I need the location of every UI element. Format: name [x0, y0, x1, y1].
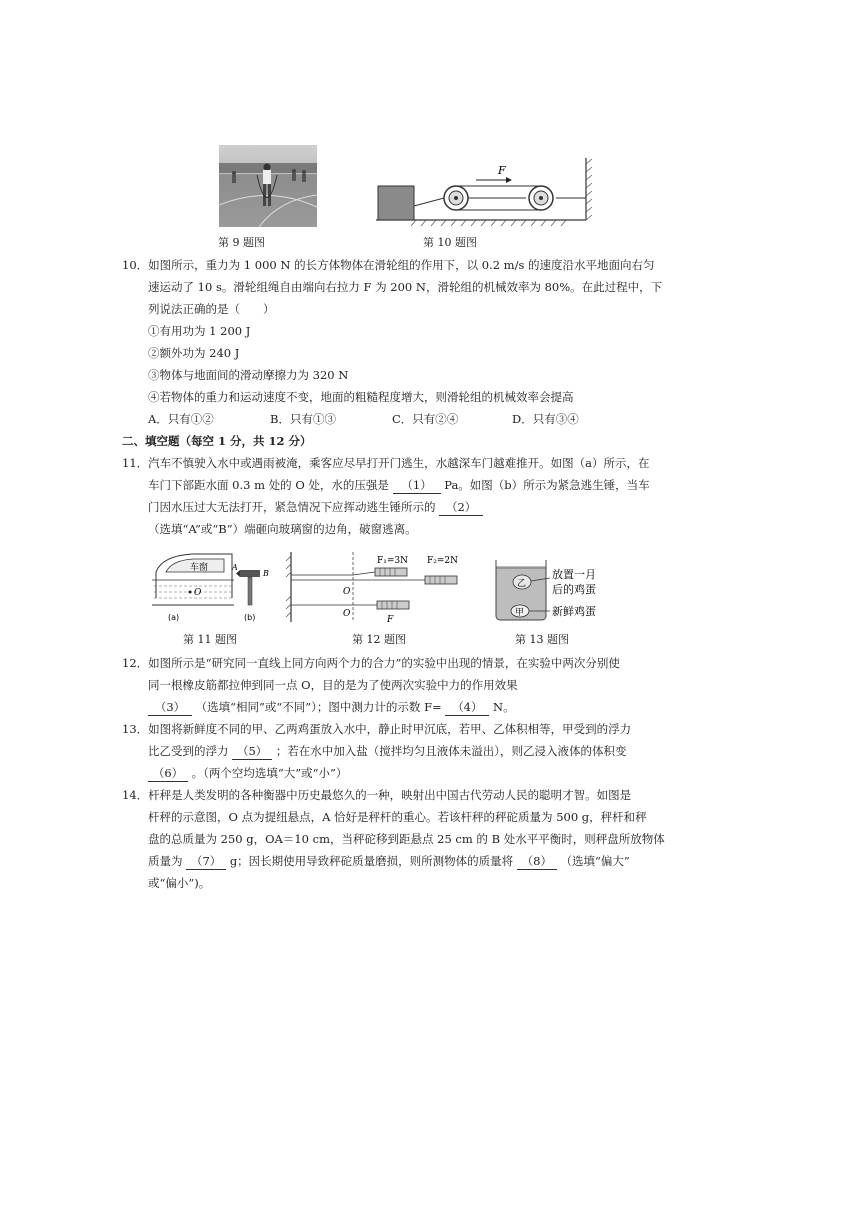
q10-statement-4: ④若物体的重力和运动速度不变，地面的粗糙程度增大，则滑轮组的机械效率会提高 — [148, 390, 574, 404]
q12-blank-3[interactable]: （3） — [148, 699, 192, 716]
q11-line3 — [148, 499, 483, 516]
q12-line2: 同一根橡皮筋都拉伸到同一点 O，目的是为了使两次实验中力的作用效果 — [148, 678, 518, 692]
fig11-window-label: 车窗 — [190, 563, 209, 573]
q11-line1: 11．汽车不慎驶入水中或遇雨被淹，乘客应尽早打开门逃生，水越深车门越难推开。如图（a）所示，在 — [122, 456, 650, 470]
q13-line2-text-b: ；若在水中加入盐（搅拌均匀且液体未溢出），则乙浸入液体的体积变 — [275, 744, 627, 758]
q11-line3-text: 门因水压过大无法打开，紧急情况下应挥动逃生锤所示的 — [148, 500, 436, 514]
q11-line2-text-a: 车门下部距水面 0.3 m 处的 O 处，水的压强是 — [148, 478, 389, 492]
fig13-label-aged-2: 后的鸡蛋 — [552, 583, 596, 596]
q13-line2 — [148, 743, 627, 760]
fig11-sub-b: (b) — [244, 613, 256, 622]
q10-statement-3: ③物体与地面间的滑动摩擦力为 320 N — [148, 368, 349, 382]
q12-line3-text-b: N。 — [493, 700, 515, 714]
q13-line3 — [148, 765, 347, 782]
fig10-force-label: F — [498, 164, 506, 177]
fig11-point-o: O — [194, 588, 202, 598]
q14-line3: 盘的总质量为 250 g，OA＝10 cm，当秤砣移到距悬点 25 cm 的 B 处水平平衡时，则秤盘所放物体 — [148, 832, 665, 846]
fig13-egg-jia: 甲 — [515, 608, 525, 618]
q13-blank-6[interactable]: （6） — [148, 765, 188, 782]
section-heading-fill-in: 二、填空题（每空 1 分，共 12 分） — [122, 434, 312, 448]
fig10-caption: 第 10 题图 — [423, 236, 477, 249]
fig13-diagram — [490, 550, 630, 625]
fig11-diagram — [152, 550, 272, 625]
q14-line5: 或“偏小”)。 — [148, 876, 211, 890]
q11-line2 — [148, 477, 650, 494]
q14-line4 — [148, 853, 630, 870]
fig9-caption: 第 9 题图 — [218, 236, 265, 249]
q10-line3: 列说法正确的是（ ） — [148, 302, 275, 316]
q10-choice-b[interactable]: B．只有①③ — [270, 412, 336, 426]
fig12-f1-label: F₁=3N — [377, 556, 408, 566]
q10-statement-1: ①有用功为 1 200 J — [148, 324, 251, 338]
fig13-caption: 第 13 题图 — [515, 633, 569, 646]
q14-line2: 杆秤的示意图，O 点为提纽悬点，A 恰好是秤杆的重心。若该杆秤的秤砣质量为 500 g，秤杆和秤 — [148, 810, 647, 824]
q12-blank-4[interactable]: （4） — [445, 699, 489, 716]
fig9-photo-scene — [219, 145, 317, 227]
fig12-caption: 第 12 题图 — [352, 633, 406, 646]
fig11-hammer-a: A — [232, 563, 238, 572]
fig11-hammer-b: B — [263, 569, 269, 578]
q13-line3-text: 。（两个空均选填“大”或“小”） — [191, 766, 348, 780]
q11-blank-2[interactable]: （2） — [439, 499, 483, 516]
fig11-caption: 第 11 题图 — [183, 633, 237, 646]
q10-choice-a[interactable]: A．只有①② — [148, 412, 214, 426]
q10-line1: 10．如图所示，重力为 1 000 N 的长方体物体在滑轮组的作用下，以 0.2 m/s 的速度沿水平地面向右匀 — [122, 258, 655, 272]
fig13-label-aged-1: 放置一月 — [552, 568, 596, 581]
fig13-label-fresh: 新鲜鸡蛋 — [552, 605, 596, 618]
fig13-egg-yi: 乙 — [517, 579, 527, 589]
q11-blank-1[interactable]: （1） — [393, 477, 441, 494]
q10-choice-d[interactable]: D．只有③④ — [512, 412, 579, 426]
fig12-point-o-lower: O — [343, 609, 351, 619]
q10-choice-c[interactable]: C．只有②④ — [392, 412, 459, 426]
q12-line3 — [148, 699, 515, 716]
fig12-point-o-upper: O — [343, 587, 351, 597]
q12-line3-text-a: （选填“相同”或“不同”）；图中测力计的示数 F= — [195, 700, 442, 714]
q11-line2-text-b: Pa。如图（b）所示为紧急逃生锤，当车 — [444, 478, 650, 492]
fig9-photo — [219, 145, 317, 227]
q13-blank-5[interactable]: （5） — [232, 743, 272, 760]
q14-blank-8[interactable]: （8） — [517, 853, 557, 870]
q10-statement-2: ②额外功为 240 J — [148, 346, 240, 360]
fig10-diagram — [376, 158, 596, 228]
q14-line1: 14．杆秤是人类发明的各种衡器中历史最悠久的一种，映射出中国古代劳动人民的聪明才智。如图是 — [122, 788, 632, 802]
q13-line1: 13．如图将新鲜度不同的甲、乙两鸡蛋放入水中，静止时甲沉底，若甲、乙体积相等，甲受到的浮力 — [122, 722, 632, 736]
fig12-f2-label: F₂=2N — [427, 556, 458, 566]
fig12-diagram — [285, 550, 475, 625]
fig11-sub-a: (a) — [168, 613, 180, 622]
fig12-f-label: F — [387, 615, 394, 625]
q14-line4-text-b: g；因长期使用导致秤砣质量磨损，则所测物体的质量将 — [229, 854, 514, 868]
q14-line4-text-c: （选填“偏大” — [560, 854, 630, 868]
q10-line2: 速运动了 10 s。滑轮组绳自由端向右拉力 F 为 200 N，滑轮组的机械效率为 80%。在此过程中，下 — [148, 280, 663, 294]
q11-line4: （选填“A”或“B”）端砸向玻璃窗的边角，破窗逃离。 — [148, 522, 417, 536]
q12-line1: 12．如图所示是“研究同一直线上同方向两个力的合力”的实验中出现的情景，在实验中两次分别使 — [122, 656, 620, 670]
q14-blank-7[interactable]: （7） — [186, 853, 226, 870]
q13-line2-text-a: 比乙受到的浮力 — [148, 744, 229, 758]
q14-line4-text-a: 质量为 — [148, 854, 183, 868]
